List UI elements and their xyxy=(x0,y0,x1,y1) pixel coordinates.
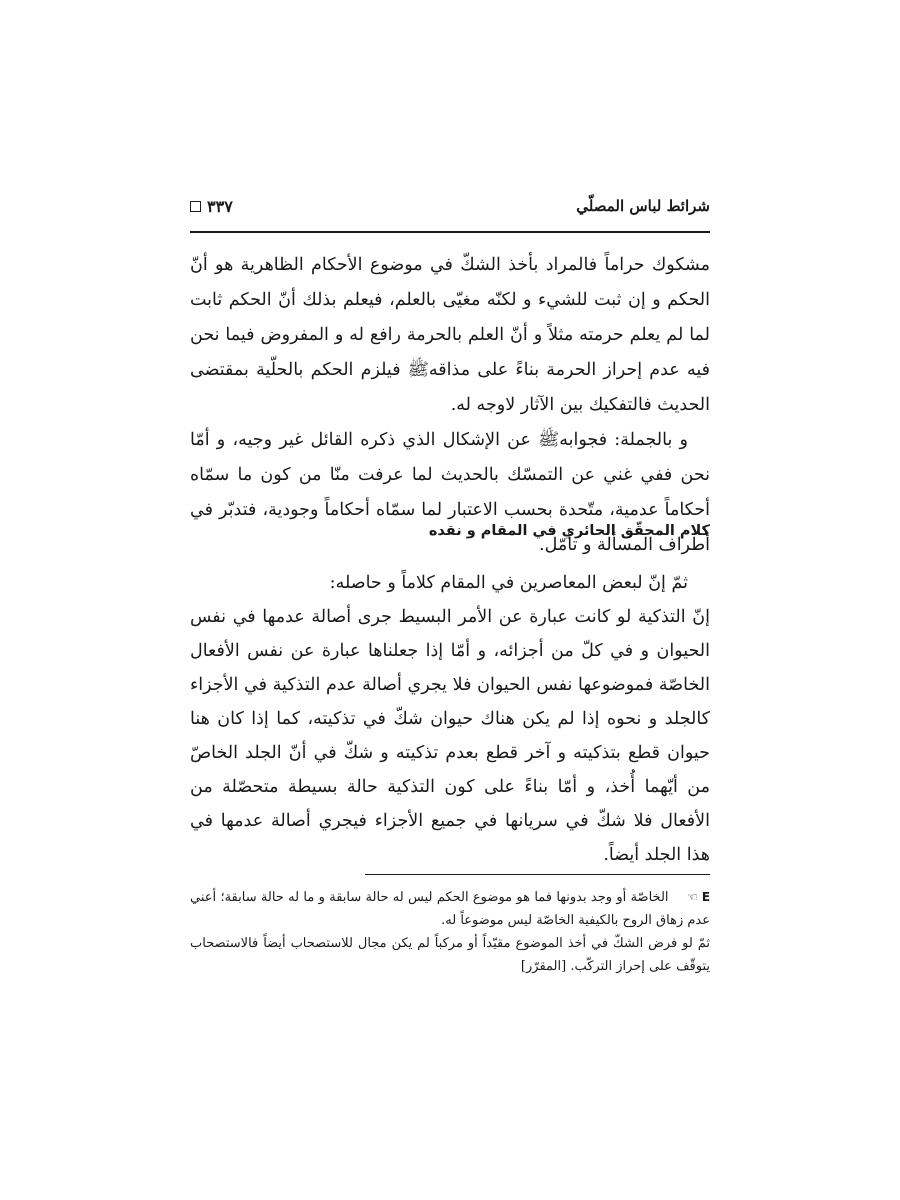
paragraph: و بالجملة: فجوابه‌ﷺ عن الإشكال الذي ذكره القائل غير وجيه، و أمّا نحن ففي غني عن التمسّك بالحديث لما عرفت منّا من كون ما سمّاه أحكاماً عدمية، متّحدة بحسب الاعتبار لما سمّاه أحكاماً وجودية، فتدبّر في أطراف المسألة و تأمّل. xyxy=(190,430,710,555)
paragraph: ثمّ إنّ لبعض المعاصرين في المقام كلاماً و حاصله: xyxy=(329,573,688,593)
footnotes xyxy=(190,886,710,978)
square-icon xyxy=(190,201,201,212)
footnote-marker xyxy=(683,886,710,909)
running-title: شرائط لباس المصلّي xyxy=(576,197,710,215)
section-heading: كلام المحقّق الحائري في المقام و نقده xyxy=(428,523,710,539)
footnote-text: الخاصّة أو وجد بدونها فما هو موضوع الحكم ليس له حالة سابقة و ما له حالة سابقة؛ أعني عدم زهاق الروح بالكيفية الخاصّة ليس موضوعاً له. xyxy=(190,890,710,928)
footnote-line xyxy=(190,886,710,932)
footnote-marker-letter: E xyxy=(701,890,711,904)
section-text xyxy=(190,566,710,872)
pointing-hand-icon: ☜ xyxy=(686,890,698,904)
header-divider xyxy=(190,231,710,233)
paragraph: مشكوك حراماً فالمراد بأخذ الشكّ في موضوع الأحكام الظاهرية هو أنّ الحكم و إن ثبت للشيء و لكنّه مغيّى بالعلم، فيعلم بذلك أنّ الحكم ثابت لما لم يعلم حرمته مثلاً و أنّ العلم بالحرمة رافع له و المفروض فيما نحن فيه عدم إحراز الحرمة بناءً على مذاقه‌ﷺ فيلزم الحكم بالحلّية بمقتضى الحديث فالتفكيك بين الآثار لاوجه له. xyxy=(190,255,710,415)
footnote-line: ثمّ لو فرض الشكّ في أخذ الموضوع مقيّداً أو مركباً لم يكن مجال للاستصحاب أيضاً فالاستصحاب يتوقّف على إحراز التركّب. [المقرّر] xyxy=(190,936,710,974)
footnote-divider xyxy=(365,874,710,875)
paragraph: إنّ التذكية لو كانت عبارة عن الأمر البسيط جرى أصالة عدمها في نفس الحيوان و في كلّ من أجزائه، و أمّا إذا جعلناها عبارة عن نفس الأفعال الخاصّة فموضوعها نفس الحيوان فلا يجري أصالة عدم التذكية في الأجزاء كالجلد و نحوه إذا لم يكن هناك حيوان شكّ في تذكيته، كما إذا كان هنا حيوان قطع بتذكيته و آخر قطع بعدم تذكيته و شكّ في أنّ الجلد الخاصّ من أيّهما أُخذ، و أمّا بناءً على كون التذكية حالة بسيطة متحصّلة من الأفعال فلا شكّ في سريانها في جميع الأجزاء فيجري أصالة عدمها في هذا الجلد أيضاً. xyxy=(190,607,710,865)
main-text xyxy=(190,248,710,563)
page-number-value: ٣٣٧ xyxy=(207,197,233,216)
page-number xyxy=(190,197,233,216)
